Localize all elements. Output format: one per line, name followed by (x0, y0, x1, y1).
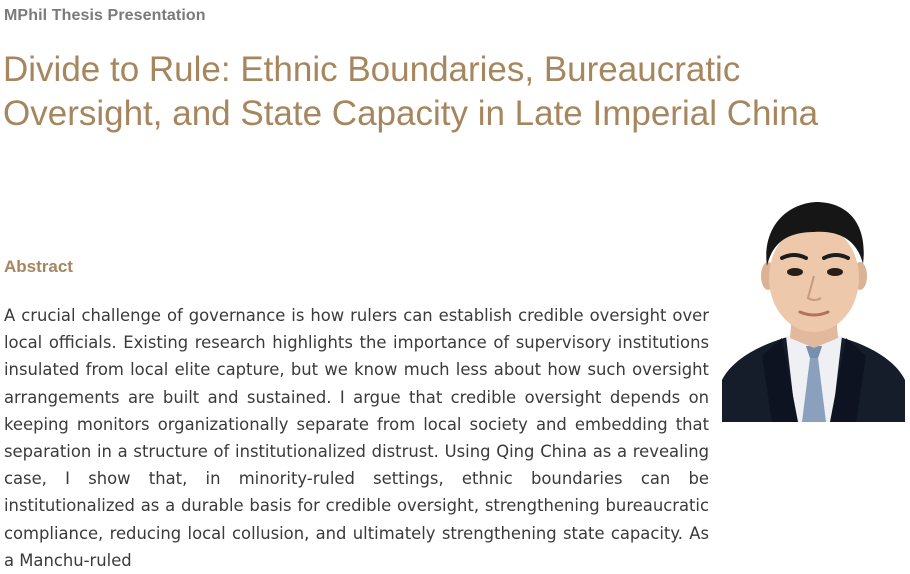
abstract-heading: Abstract (4, 257, 73, 276)
presenter-portrait (722, 196, 905, 422)
page-title: Divide to Rule: Ethnic Boundaries, Bureaucratic Oversight, and State Capacity in Late Imperial China (3, 50, 819, 133)
presentation-kicker: MPhil Thesis Presentation (4, 7, 206, 24)
abstract-text: A crucial challenge of governance is how rulers can establish credible oversight over local officials. Existing research highlights the importance of supervisory institutions insulated from local elite capture, but we know much less about how such oversight arrangements are built and sustained. I argue that credible oversight depends on keeping monitors organizationally separate from local society and embedding that separation in a structure of institutionalized distrust. Using Qing China as a revealing case, I show that, in minority-ruled settings, ethnic boundaries can be institutionalized as a durable basis for credible oversight, strengthening bureaucratic compliance, reducing local collusion, and ultimately strengthening state capacity. As a Manchu-ruled (4, 306, 709, 570)
portrait-image (722, 196, 905, 422)
